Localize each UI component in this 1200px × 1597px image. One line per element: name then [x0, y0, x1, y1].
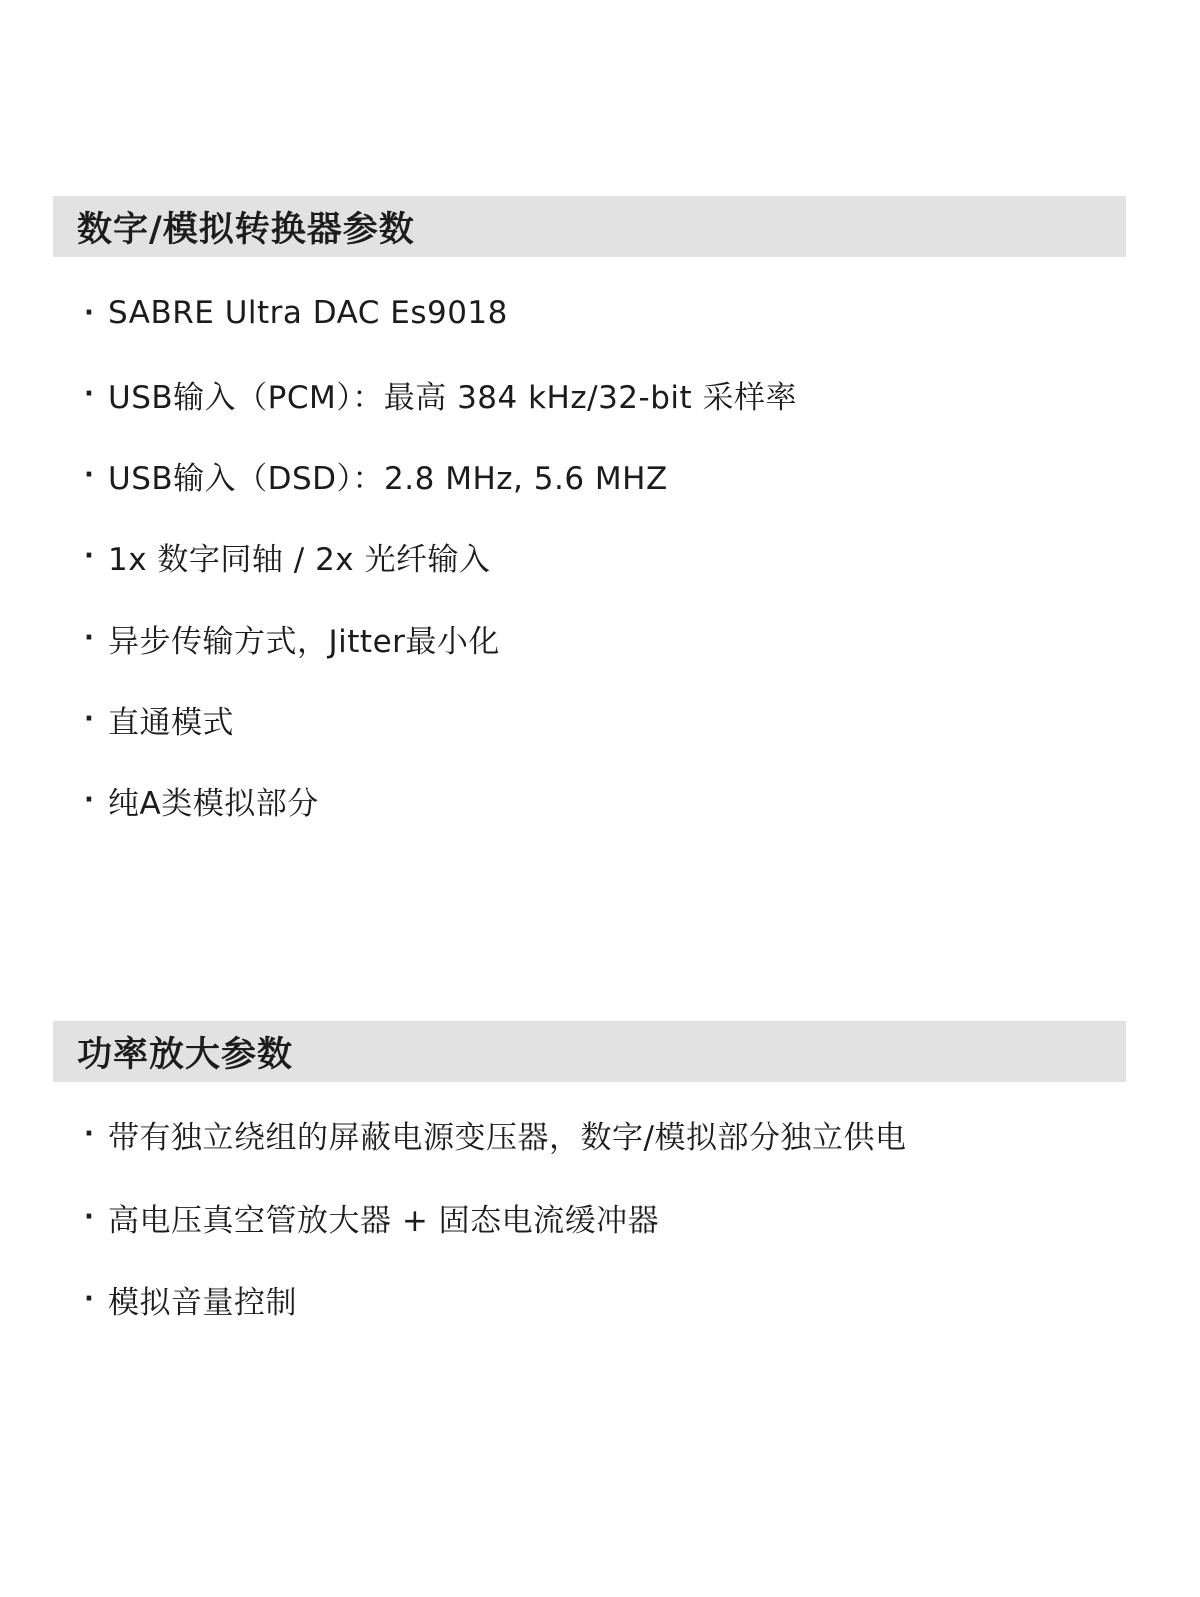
list-item — [84, 1195, 659, 1239]
list-item-text: SABRE Ultra DAC Es9018 — [108, 295, 508, 331]
section-title: 数字/模拟转换器参数 — [77, 209, 415, 250]
bullet-icon: · — [84, 460, 94, 490]
bullet-icon: · — [84, 1119, 94, 1149]
section-header-dac — [53, 196, 1126, 257]
list-item — [84, 697, 234, 741]
list-item — [84, 453, 668, 497]
bullet-icon: · — [84, 785, 94, 815]
list-item-text: 模拟音量控制 — [108, 1284, 297, 1321]
list-item — [84, 291, 508, 335]
bullet-icon: · — [84, 1202, 94, 1232]
section-title: 功率放大参数 — [77, 1034, 294, 1075]
list-item-text: USB输入（DSD）：2.8 MHz, 5.6 MHZ — [108, 460, 668, 497]
list-item-text: 纯A类模拟部分 — [108, 785, 319, 822]
list-item-text: 带有独立绕组的屏蔽电源变压器，数字/模拟部分独立供电 — [108, 1119, 907, 1156]
bullet-icon: · — [84, 704, 94, 734]
list-item-text: 异步传输方式，Jitter最小化 — [108, 623, 500, 660]
list-item — [84, 616, 500, 660]
section-header-amplifier — [53, 1021, 1126, 1082]
list-item — [84, 778, 319, 822]
list-item — [84, 534, 491, 578]
bullet-icon: · — [84, 298, 94, 328]
list-item-text: 1x 数字同轴 / 2x 光纤输入 — [108, 541, 491, 578]
bullet-icon: · — [84, 379, 94, 409]
list-item — [84, 372, 797, 416]
bullet-icon: · — [84, 623, 94, 653]
bullet-icon: · — [84, 541, 94, 571]
bullet-icon: · — [84, 1284, 94, 1314]
list-item-text: USB输入（PCM）：最高 384 kHz/32-bit 采样率 — [108, 379, 798, 416]
list-item — [84, 1277, 297, 1321]
list-item-text: 直通模式 — [108, 704, 234, 741]
list-item-text: 高电压真空管放大器 + 固态电流缓冲器 — [108, 1202, 660, 1239]
list-item — [84, 1112, 906, 1156]
